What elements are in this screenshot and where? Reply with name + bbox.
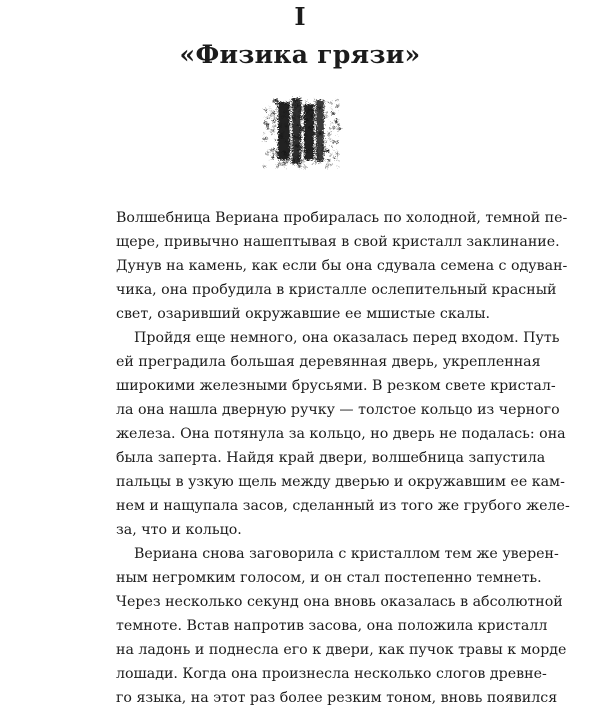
text-line: широкими железными брусьями. В резком свете кристал-	[116, 378, 556, 394]
text-line: Вериана снова заговорила с кристаллом тем же уверен-	[134, 546, 559, 562]
text-line: ла она нашла дверную ручку — толстое кольцо из черного	[116, 402, 560, 418]
text-line: Через несколько секунд она вновь оказалась в абсолютной	[116, 594, 563, 610]
text-line: ей преградила большая деревянная дверь, укрепленная	[116, 354, 541, 370]
text-line: на ладонь и поднесла его к двери, как пучок травы к морде	[116, 642, 567, 658]
text-line: была заперта. Найдя край двери, волшебница запустила	[116, 450, 546, 466]
text-line: Пройдя еще немного, она оказалась перед входом. Путь	[134, 330, 560, 346]
text-line: железа. Она потянула за кольцо, но дверь не подалась: она	[116, 426, 566, 442]
text-line: свет, озаривший окружавшие ее мшистые скалы.	[116, 306, 491, 322]
text-line: темноте. Встав напротив засова, она положила кристалл	[116, 618, 548, 634]
chapter-number: I	[294, 2, 306, 31]
text-line: нем и нащупала засов, сделанный из того же грубого желе-	[116, 498, 570, 514]
ink-blot-ornament-icon	[252, 96, 352, 172]
text-line: чика, она пробудила в кристалле ослепительный красный	[116, 282, 557, 298]
text-line: Волшебница Вериана пробиралась по холодной, темной пе-	[116, 210, 568, 226]
text-line: ным негромким голосом, и он стал постепенно темнеть.	[116, 570, 542, 586]
text-line: щере, привычно нашептывая в свой кристалл заклинание.	[116, 234, 560, 250]
text-line: го языка, на этот раз более резким тоном, вновь появился	[116, 690, 558, 706]
text-line: пальцы в узкую щель между дверью и окружавшим ее кам-	[116, 474, 565, 490]
body-text	[116, 206, 570, 710]
text-line: Дунув на камень, как если бы она сдувала семена с одуван-	[116, 258, 568, 274]
chapter-title: «Физика грязи»	[179, 40, 421, 69]
text-line: лошади. Когда она произнесла несколько слогов древне-	[116, 666, 547, 682]
text-line: за, что и кольцо.	[116, 522, 242, 538]
